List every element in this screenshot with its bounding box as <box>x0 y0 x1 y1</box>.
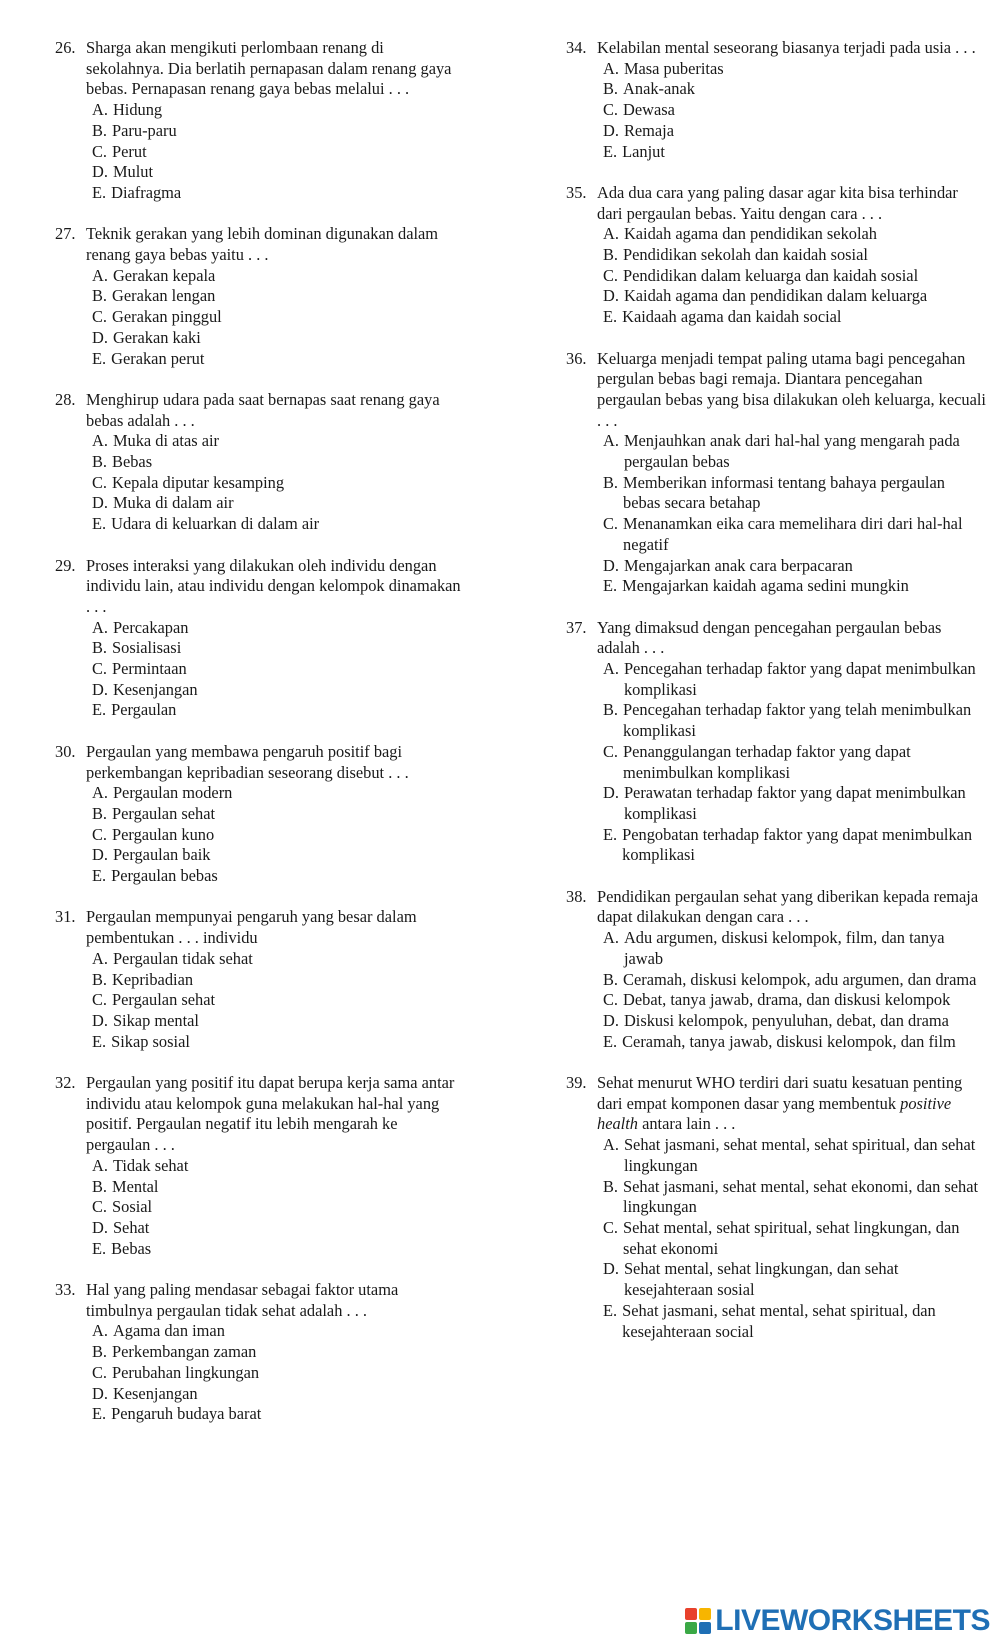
answer-options <box>603 1135 986 1342</box>
option-letter: D. <box>92 1217 108 1237</box>
option-letter: B. <box>92 969 108 989</box>
option-letter: E. <box>92 348 107 368</box>
option-letter: C. <box>92 990 108 1010</box>
question-item <box>566 349 986 597</box>
question-number: 30. <box>55 741 76 761</box>
option-letter: E. <box>603 307 618 327</box>
answer-option <box>92 990 465 1011</box>
answer-option <box>92 1218 465 1239</box>
answer-option <box>92 1342 465 1363</box>
option-text: Permintaan <box>112 659 187 679</box>
option-text: Pendidikan dalam keluarga dan kaidah sosial <box>623 265 919 285</box>
answer-option <box>603 990 986 1011</box>
answer-option <box>92 700 465 721</box>
answer-option <box>92 266 465 287</box>
option-letter: B. <box>92 452 108 472</box>
question-number: 28. <box>55 389 76 409</box>
option-letter: B. <box>92 120 108 140</box>
answer-option <box>92 618 465 639</box>
option-letter: D. <box>92 327 108 347</box>
option-letter: E. <box>92 1404 107 1424</box>
option-text: Sehat mental, sehat lingkungan, dan sehat kesejahteraan sosial <box>623 1259 899 1300</box>
option-text: Agama dan iman <box>112 1321 225 1341</box>
answer-options <box>603 59 986 163</box>
question-text-emphasis: positive health <box>597 1093 952 1134</box>
option-letter: E. <box>92 700 107 720</box>
question-number: 39. <box>566 1073 587 1093</box>
option-letter: A. <box>603 224 619 244</box>
option-text: Pencegahan terhadap faktor yang telah menimbulkan komplikasi <box>623 700 972 741</box>
option-letter: B. <box>603 79 619 99</box>
option-text: Menjauhkan anak dari hal-hal yang mengarah pada pergaulan bebas <box>623 431 960 472</box>
answer-option <box>603 100 986 121</box>
option-letter: D. <box>603 120 619 140</box>
question-number: 38. <box>566 886 587 906</box>
answer-option <box>92 514 465 535</box>
option-text: Gerakan lengan <box>112 286 216 306</box>
answer-option <box>603 1218 986 1259</box>
option-text: Sosialisasi <box>112 638 182 658</box>
logo-square-blue <box>699 1622 711 1634</box>
answer-option <box>603 1301 986 1342</box>
liveworksheets-logo <box>685 1605 990 1637</box>
option-text: Pergaulan sehat <box>112 990 216 1010</box>
answer-option <box>92 328 465 349</box>
option-text: Bebas <box>111 1238 152 1258</box>
answer-option <box>603 514 986 555</box>
answer-option <box>603 1135 986 1176</box>
option-text: Gerakan perut <box>111 348 205 368</box>
option-letter: D. <box>603 555 619 575</box>
option-letter: C. <box>603 100 619 120</box>
option-letter: B. <box>92 803 108 823</box>
question-number: 33. <box>55 1280 76 1300</box>
option-letter: A. <box>603 1135 619 1155</box>
option-letter: C. <box>92 141 108 161</box>
question-stem <box>566 887 986 928</box>
option-letter: C. <box>92 1197 108 1217</box>
question-text: Ada dua cara yang paling dasar agar kita bisa terhindar dari pergaulan bebas. Yaitu dengan cara . . . <box>597 182 958 223</box>
answer-option <box>603 266 986 287</box>
answer-options <box>603 928 986 1052</box>
option-letter: C. <box>603 514 619 534</box>
question-stem <box>55 1073 465 1156</box>
answer-option <box>603 59 986 80</box>
answer-option <box>92 452 465 473</box>
question-stem <box>55 907 465 948</box>
question-stem <box>566 1073 986 1135</box>
option-text: Mengajarkan anak cara berpacaran <box>623 555 853 575</box>
option-text: Kesenjangan <box>112 1383 198 1403</box>
option-text: Ceramah, tanya jawab, diskusi kelompok, dan film <box>622 1031 956 1051</box>
answer-option <box>92 1032 465 1053</box>
option-text: Perubahan lingkungan <box>112 1362 260 1382</box>
question-stem <box>55 38 465 100</box>
answer-option <box>92 659 465 680</box>
question-stem <box>566 38 986 59</box>
answer-option <box>603 783 986 824</box>
option-letter: B. <box>603 969 619 989</box>
option-letter: C. <box>92 1362 108 1382</box>
question-text-part: antara lain . . . <box>637 1114 736 1134</box>
answer-option <box>92 431 465 452</box>
logo-mark-icon <box>685 1608 711 1634</box>
question-text: Pergaulan yang membawa pengaruh positif bagi perkembangan kepribadian seseorang disebut . . . <box>86 741 409 782</box>
option-text: Ceramah, diskusi kelompok, adu argumen, dan drama <box>623 969 977 989</box>
question-number: 29. <box>55 555 76 575</box>
question-text: Yang dimaksud dengan pencegahan pergaulan bebas adalah . . . <box>597 617 942 658</box>
question-stem <box>566 349 986 432</box>
option-letter: A. <box>92 431 108 451</box>
option-letter: E. <box>92 1031 107 1051</box>
option-text: Bebas <box>112 452 153 472</box>
answer-option <box>92 307 465 328</box>
option-letter: B. <box>92 1342 108 1362</box>
option-text: Pergaulan sehat <box>112 803 216 823</box>
answer-option <box>603 556 986 577</box>
option-letter: B. <box>92 638 108 658</box>
option-text: Kepribadian <box>112 969 194 989</box>
question-text: Pergaulan yang positif itu dapat berupa kerja sama antar individu atau kelompok guna melakukan hal-hal yang positif. Pergaulan negatif itu lebih mengarah ke pergaulan . . . <box>86 1073 455 1155</box>
answer-option <box>92 162 465 183</box>
option-letter: E. <box>603 824 618 844</box>
answer-option <box>603 1011 986 1032</box>
question-item <box>55 742 465 887</box>
answer-option <box>603 700 986 741</box>
option-text: Kaidah agama dan pendidikan sekolah <box>623 224 877 244</box>
question-text: Pergaulan mempunyai pengaruh yang besar dalam pembentukan . . . individu <box>86 907 417 948</box>
question-text: Kelabilan mental seseorang biasanya terjadi pada usia . . . <box>597 38 976 57</box>
answer-option <box>92 783 465 804</box>
answer-option <box>603 1032 986 1053</box>
option-text: Udara di keluarkan di dalam air <box>111 514 320 534</box>
option-text: Sehat jasmani, sehat mental, sehat spiritual, dan kesejahteraan social <box>622 1300 936 1341</box>
option-letter: D. <box>92 1010 108 1030</box>
option-letter: D. <box>603 783 619 803</box>
option-text: Hidung <box>112 100 163 120</box>
logo-square-green <box>685 1622 697 1634</box>
answer-option <box>603 224 986 245</box>
option-letter: B. <box>603 245 619 265</box>
answer-option <box>92 680 465 701</box>
option-letter: E. <box>92 866 107 886</box>
option-text: Muka di atas air <box>112 431 219 451</box>
question-item <box>566 1073 986 1342</box>
answer-option <box>603 576 986 597</box>
option-text: Sehat mental, sehat spiritual, sehat lingkungan, dan sehat ekonomi <box>623 1218 960 1258</box>
option-letter: D. <box>92 162 108 182</box>
question-stem <box>55 224 465 265</box>
question-item <box>566 183 986 328</box>
option-text: Debat, tanya jawab, drama, dan diskusi kelompok <box>623 990 951 1010</box>
option-letter: E. <box>92 1238 107 1258</box>
left-column <box>55 38 465 1446</box>
option-letter: B. <box>92 1176 108 1196</box>
answer-option <box>92 1384 465 1405</box>
option-text: Pergaulan <box>111 700 177 720</box>
answer-option <box>92 286 465 307</box>
right-column <box>566 38 986 1363</box>
question-text: Menghirup udara pada saat bernapas saat renang gaya bebas adalah . . . <box>86 389 440 430</box>
answer-options <box>603 224 986 328</box>
option-text: Penanggulangan terhadap faktor yang dapat menimbulkan komplikasi <box>623 741 911 782</box>
answer-option <box>92 949 465 970</box>
question-number: 31. <box>55 907 76 927</box>
answer-option <box>603 121 986 142</box>
question-text <box>597 1073 986 1135</box>
question-item <box>55 38 465 204</box>
option-letter: E. <box>92 182 107 202</box>
option-text: Sosial <box>112 1197 153 1217</box>
answer-options <box>92 1321 465 1425</box>
answer-option <box>92 845 465 866</box>
option-text: Mulut <box>112 162 154 182</box>
answer-option <box>603 825 986 866</box>
answer-option <box>603 928 986 969</box>
logo-text: LIVEWORKSHEETS <box>715 1604 990 1637</box>
answer-option <box>92 1197 465 1218</box>
answer-option <box>92 1321 465 1342</box>
question-item <box>55 390 465 535</box>
option-letter: B. <box>603 472 619 492</box>
answer-options <box>603 431 986 597</box>
logo-square-red <box>685 1608 697 1620</box>
option-letter: C. <box>92 472 108 492</box>
option-letter: E. <box>603 1300 618 1320</box>
option-letter: E. <box>603 141 618 161</box>
question-stem <box>55 556 465 618</box>
option-text: Lanjut <box>622 141 665 161</box>
answer-option <box>92 142 465 163</box>
option-text: Sehat <box>112 1217 150 1237</box>
option-letter: A. <box>92 265 108 285</box>
answer-option <box>92 1177 465 1198</box>
option-letter: A. <box>603 659 619 679</box>
question-text: Pendidikan pergaulan sehat yang diberikan kepada remaja dapat dilakukan dengan cara . . . <box>597 886 979 927</box>
answer-option <box>603 431 986 472</box>
option-letter: D. <box>603 1010 619 1030</box>
option-text: Sikap sosial <box>111 1031 190 1051</box>
option-letter: C. <box>603 265 619 285</box>
option-letter: B. <box>92 286 108 306</box>
question-item <box>566 887 986 1053</box>
answer-options <box>92 100 465 204</box>
option-letter: D. <box>92 493 108 513</box>
option-text: Pergaulan bebas <box>111 866 218 886</box>
answer-option <box>603 245 986 266</box>
answer-option <box>92 825 465 846</box>
option-letter: C. <box>92 307 108 327</box>
option-letter: E. <box>92 514 107 534</box>
option-letter: D. <box>92 679 108 699</box>
option-text: Dewasa <box>623 100 675 120</box>
option-text: Menanamkan eika cara memelihara diri dari hal-hal negatif <box>623 514 963 554</box>
option-text: Perut <box>112 141 147 161</box>
logo-square-yellow <box>699 1608 711 1620</box>
option-text: Mental <box>112 1176 159 1196</box>
question-item <box>55 224 465 369</box>
answer-options <box>92 431 465 535</box>
answer-options <box>92 1156 465 1260</box>
answer-option <box>603 286 986 307</box>
option-text: Gerakan pinggul <box>112 307 222 327</box>
answer-option <box>92 1156 465 1177</box>
question-stem <box>566 618 986 659</box>
answer-option <box>92 970 465 991</box>
option-text: Pergaulan baik <box>112 845 211 865</box>
option-text: Memberikan informasi tentang bahaya pergaulan bebas secara betahap <box>623 472 945 513</box>
option-letter: C. <box>603 741 619 761</box>
option-letter: C. <box>92 824 108 844</box>
option-text: Muka di dalam air <box>112 493 234 513</box>
answer-option <box>92 100 465 121</box>
option-letter: C. <box>603 990 619 1010</box>
answer-options <box>603 659 986 866</box>
answer-option <box>92 493 465 514</box>
option-text: Sehat jasmani, sehat mental, sehat ekonomi, dan sehat lingkungan <box>623 1176 979 1217</box>
option-text: Kaidah agama dan pendidikan dalam keluarga <box>623 286 928 306</box>
question-item <box>55 1073 465 1259</box>
question-number: 27. <box>55 224 76 244</box>
option-text: Gerakan kaki <box>112 327 201 347</box>
answer-option <box>603 1259 986 1300</box>
question-number: 32. <box>55 1073 76 1093</box>
answer-option <box>603 970 986 991</box>
option-letter: C. <box>92 659 108 679</box>
option-text: Pencegahan terhadap faktor yang dapat menimbulkan komplikasi <box>623 659 976 699</box>
question-text: Sharga akan mengikuti perlombaan renang di sekolahnya. Dia berlatih pernapasan dalam renang gaya bebas. Pernapasan renang gaya bebas melalui . . . <box>86 38 452 99</box>
option-text: Anak-anak <box>623 79 695 99</box>
option-text: Pendidikan sekolah dan kaidah sosial <box>623 245 868 265</box>
question-text: Hal yang paling mendasar sebagai faktor utama timbulnya pergaulan tidak sehat adalah . . . <box>86 1280 399 1320</box>
option-text: Tidak sehat <box>112 1155 189 1175</box>
question-item <box>55 907 465 1052</box>
option-text: Kaidaah agama dan kaidah social <box>622 307 842 327</box>
option-text: Paru-paru <box>112 120 177 140</box>
option-text: Percakapan <box>112 617 189 637</box>
option-text: Perkembangan zaman <box>112 1342 257 1362</box>
option-letter: D. <box>603 286 619 306</box>
option-letter: A. <box>92 948 108 968</box>
option-text: Perawatan terhadap faktor yang dapat menimbulkan komplikasi <box>623 783 966 823</box>
option-letter: A. <box>92 617 108 637</box>
option-text: Pengaruh budaya barat <box>111 1404 262 1424</box>
option-text: Kesenjangan <box>112 679 198 699</box>
option-letter: A. <box>92 1155 108 1175</box>
option-letter: A. <box>92 100 108 120</box>
question-stem <box>55 1280 465 1321</box>
question-number: 36. <box>566 348 587 368</box>
answer-options <box>92 783 465 887</box>
answer-option <box>92 473 465 494</box>
option-text: Adu argumen, diskusi kelompok, film, dan tanya jawab <box>623 928 945 968</box>
option-text: Sikap mental <box>112 1010 199 1030</box>
answer-option <box>603 307 986 328</box>
answer-options <box>92 618 465 722</box>
answer-option <box>92 1404 465 1425</box>
answer-option <box>603 659 986 700</box>
question-text-part: Sehat menurut WHO terdiri dari suatu kesatuan penting dari empat komponen dasar yang membentuk <box>597 1073 963 1113</box>
option-text: Remaja <box>623 120 674 140</box>
question-item <box>55 1280 465 1425</box>
answer-option <box>603 79 986 100</box>
question-text: Teknik gerakan yang lebih dominan digunakan dalam renang gaya bebas yaitu . . . <box>86 224 439 265</box>
option-letter: B. <box>603 700 619 720</box>
option-text: Pengobatan terhadap faktor yang dapat menimbulkan komplikasi <box>622 824 973 865</box>
option-letter: A. <box>603 928 619 948</box>
option-letter: B. <box>603 1176 619 1196</box>
option-letter: C. <box>603 1218 619 1237</box>
question-number: 35. <box>566 182 587 202</box>
option-text: Diskusi kelompok, penyuluhan, debat, dan drama <box>623 1010 949 1030</box>
answer-option <box>603 473 986 514</box>
question-text: Keluarga menjadi tempat paling utama bagi pencegahan pergulan bebas bagi remaja. Diantara pencegahan pergaulan bebas yang bisa dilakukan oleh keluarga, kecuali . . . <box>597 348 986 430</box>
question-stem <box>55 390 465 431</box>
answer-option <box>92 349 465 370</box>
answer-options <box>92 949 465 1053</box>
option-letter: A. <box>92 783 108 803</box>
option-letter: E. <box>603 1031 618 1051</box>
option-letter: A. <box>92 1321 108 1341</box>
option-text: Kepala diputar kesamping <box>112 472 285 492</box>
option-letter: A. <box>603 58 619 78</box>
option-letter: A. <box>603 431 619 451</box>
option-letter: D. <box>92 1383 108 1403</box>
answer-option <box>92 121 465 142</box>
answer-option <box>92 1363 465 1384</box>
question-item <box>566 618 986 866</box>
option-text: Masa puberitas <box>623 58 724 78</box>
question-text: Proses interaksi yang dilakukan oleh individu dengan individu lain, atau individu dengan kelompok dinamakan . . . <box>86 555 461 616</box>
answer-option <box>92 804 465 825</box>
answer-option <box>603 742 986 783</box>
option-text: Pergaulan modern <box>112 783 233 803</box>
question-item <box>566 38 986 162</box>
answer-option <box>92 1011 465 1032</box>
option-letter: E. <box>603 576 618 596</box>
option-text: Pergaulan tidak sehat <box>112 948 253 968</box>
answer-option <box>603 1177 986 1218</box>
option-text: Gerakan kepala <box>112 265 216 285</box>
answer-option <box>92 866 465 887</box>
question-stem <box>566 183 986 224</box>
option-text: Mengajarkan kaidah agama sedini mungkin <box>622 576 909 596</box>
answer-option <box>92 638 465 659</box>
question-item <box>55 556 465 722</box>
answer-option <box>603 142 986 163</box>
option-text: Sehat jasmani, sehat mental, sehat spiritual, dan sehat lingkungan <box>623 1135 976 1175</box>
option-letter: D. <box>92 845 108 865</box>
answer-option <box>92 183 465 204</box>
answer-options <box>92 266 465 370</box>
question-number: 26. <box>55 38 76 57</box>
question-number: 34. <box>566 38 587 57</box>
question-number: 37. <box>566 617 587 637</box>
option-text: Pergaulan kuno <box>112 824 215 844</box>
answer-option <box>92 1239 465 1260</box>
question-stem <box>55 742 465 783</box>
option-letter: D. <box>603 1259 619 1279</box>
option-text: Diafragma <box>111 182 182 202</box>
